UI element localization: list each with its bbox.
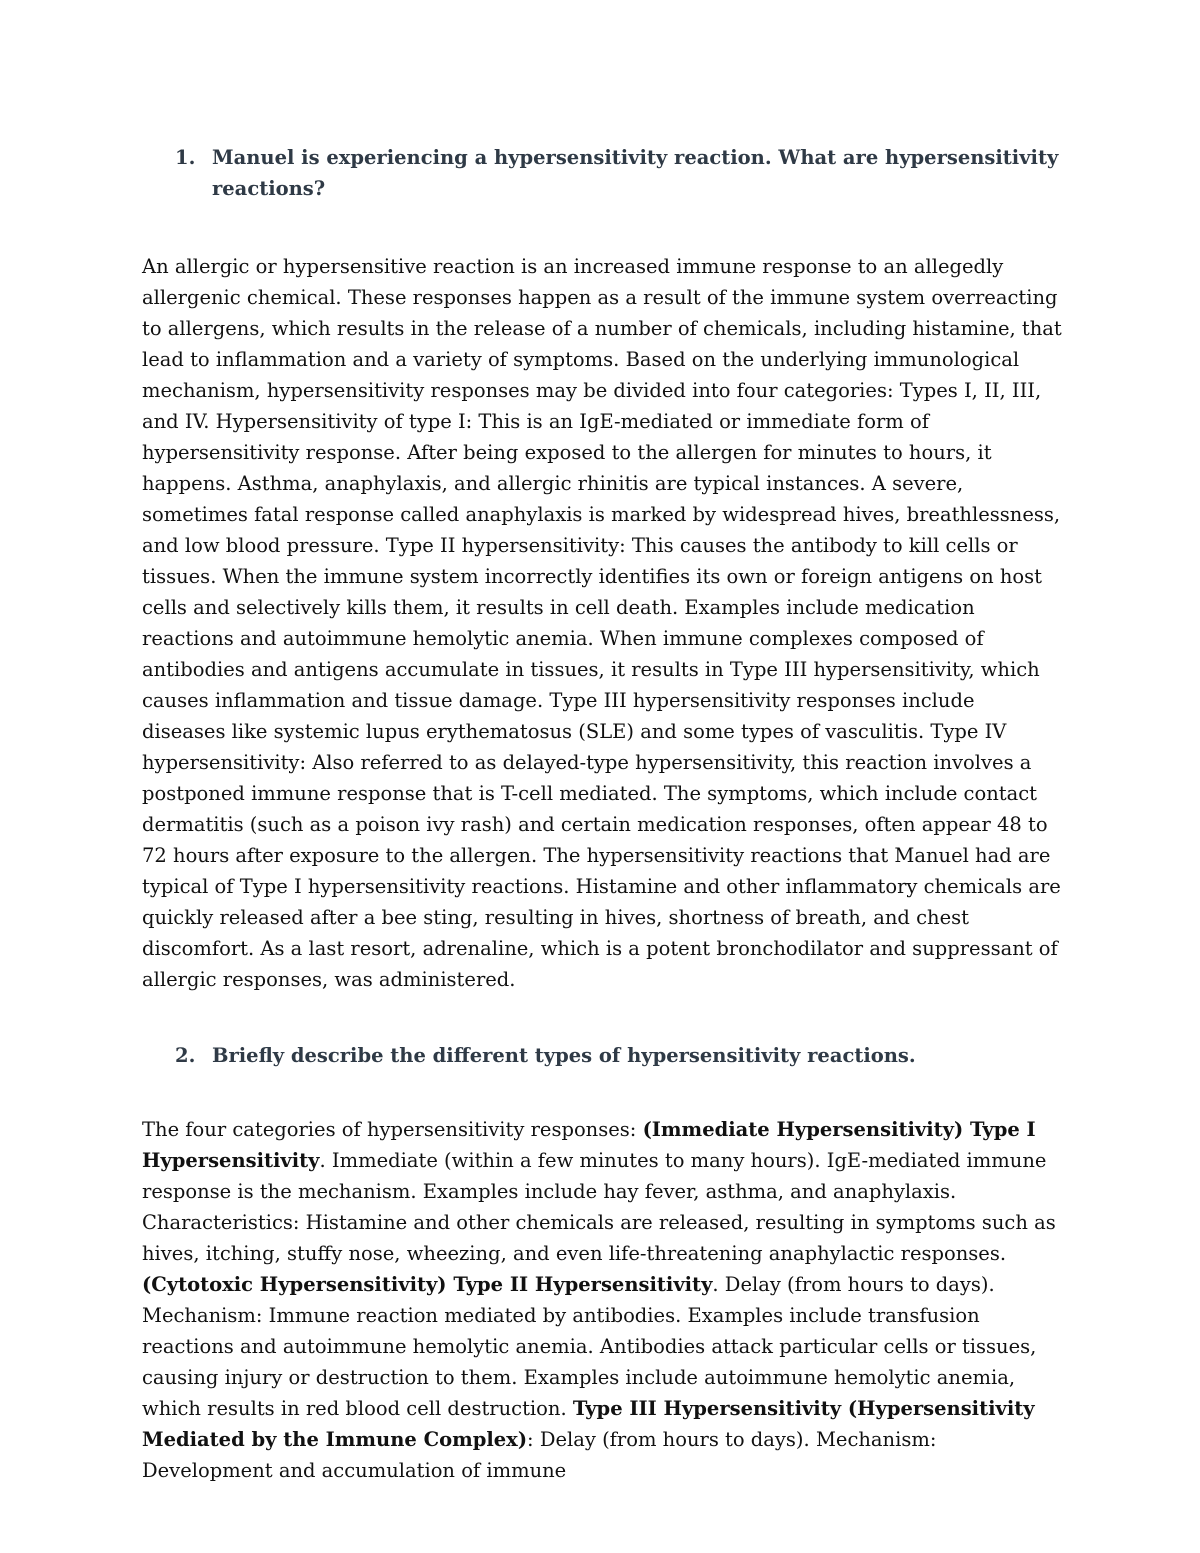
type-2-heading: (Cytotoxic Hypersensitivity) Type II Hypersensitivity xyxy=(142,1273,713,1296)
type-3-text: : Delay (from hours to days). Mechanism: Development and accumulation of immune xyxy=(142,1428,937,1482)
question-1 xyxy=(142,142,1064,204)
type-2-text: . Delay (from hours to days). Mechanism: Immune reaction mediated by antibodies. Examples include transfusion reactions and autoimmune hemolytic anemia. Antibodies attack particular cells or tissues, causing injury or destruction to them. Examples include autoimmune hemolytic anemia, which results in red blood cell destruction. xyxy=(142,1273,1037,1420)
question-2 xyxy=(142,1040,1064,1071)
question-2-text: Briefly describe the different types of hypersensitivity reactions. xyxy=(212,1044,916,1067)
answer-1: An allergic or hypersensitive reaction is an increased immune response to an allegedly allergenic chemical. These responses happen as a result of the immune system overreacting to allergens, which results in the release of a number of chemicals, including histamine, that lead to inflammation and a variety of symptoms. Based on the underlying immunological mechanism, hypersensitivity responses may be divided into four categories: Types I, II, III, and IV. Hypersensitivity of type I: This is an IgE-mediated or immediate form of hypersensitivity response. After being exposed to the allergen for minutes to hours, it happens. Asthma, anaphylaxis, and allergic rhinitis are typical instances. A severe, sometimes fatal response called anaphylaxis is marked by widespread hives, breathlessness, and low blood pressure. Type II hypersensitivity: This causes the antibody to kill cells or tissues. When the immune system incorrectly identifies its own or foreign antigens on host cells and selectively kills them, it results in cell death. Examples include medication reactions and autoimmune hemolytic anemia. When immune complexes composed of antibodies and antigens accumulate in tissues, it results in Type III hypersensitivity, which causes inflammation and tissue damage. Type III hypersensitivity responses include diseases like systemic lupus erythematosus (SLE) and some types of vasculitis. Type IV hypersensitivity: Also referred to as delayed-type hypersensitivity, this reaction involves a postponed immune response that is T-cell mediated. The symptoms, which include contact dermatitis (such as a poison ivy rash) and certain medication responses, often appear 48 to 72 hours after exposure to the allergen. The hypersensitivity reactions that Manuel had are typical of Type I hypersensitivity reactions. Histamine and other inflammatory chemicals are quickly released after a bee sting, resulting in hives, shortness of breath, and chest discomfort. As a last resort, adrenaline, which is a potent bronchodilator and suppressant of allergic responses, was administered. xyxy=(142,255,1062,991)
question-1-number: 1. xyxy=(175,146,196,169)
question-1-text: Manuel is experiencing a hypersensitivity reaction. What are hypersensitivity reactions? xyxy=(212,146,1059,200)
answer-2-intro: The four categories of hypersensitivity responses: xyxy=(142,1118,643,1141)
type-3-heading: Type III Hypersensitivity (Hypersensitivity Mediated by the Immune Complex) xyxy=(142,1397,1035,1451)
type-1-heading: (Immediate Hypersensitivity) Type I Hypersensitivity xyxy=(142,1118,1036,1172)
answer-2 xyxy=(142,1114,1064,1486)
type-1-text: . Immediate (within a few minutes to many hours). IgE-mediated immune response is the mechanism. Examples include hay fever, asthma, and anaphylaxis. Characteristics: Histamine and other chemicals are released, resulting in symptoms such as hives, itching, stuffy nose, wheezing, and even life-threatening anaphylactic responses. xyxy=(142,1149,1056,1265)
question-2-number: 2. xyxy=(175,1044,196,1067)
document-page xyxy=(142,142,1064,1486)
